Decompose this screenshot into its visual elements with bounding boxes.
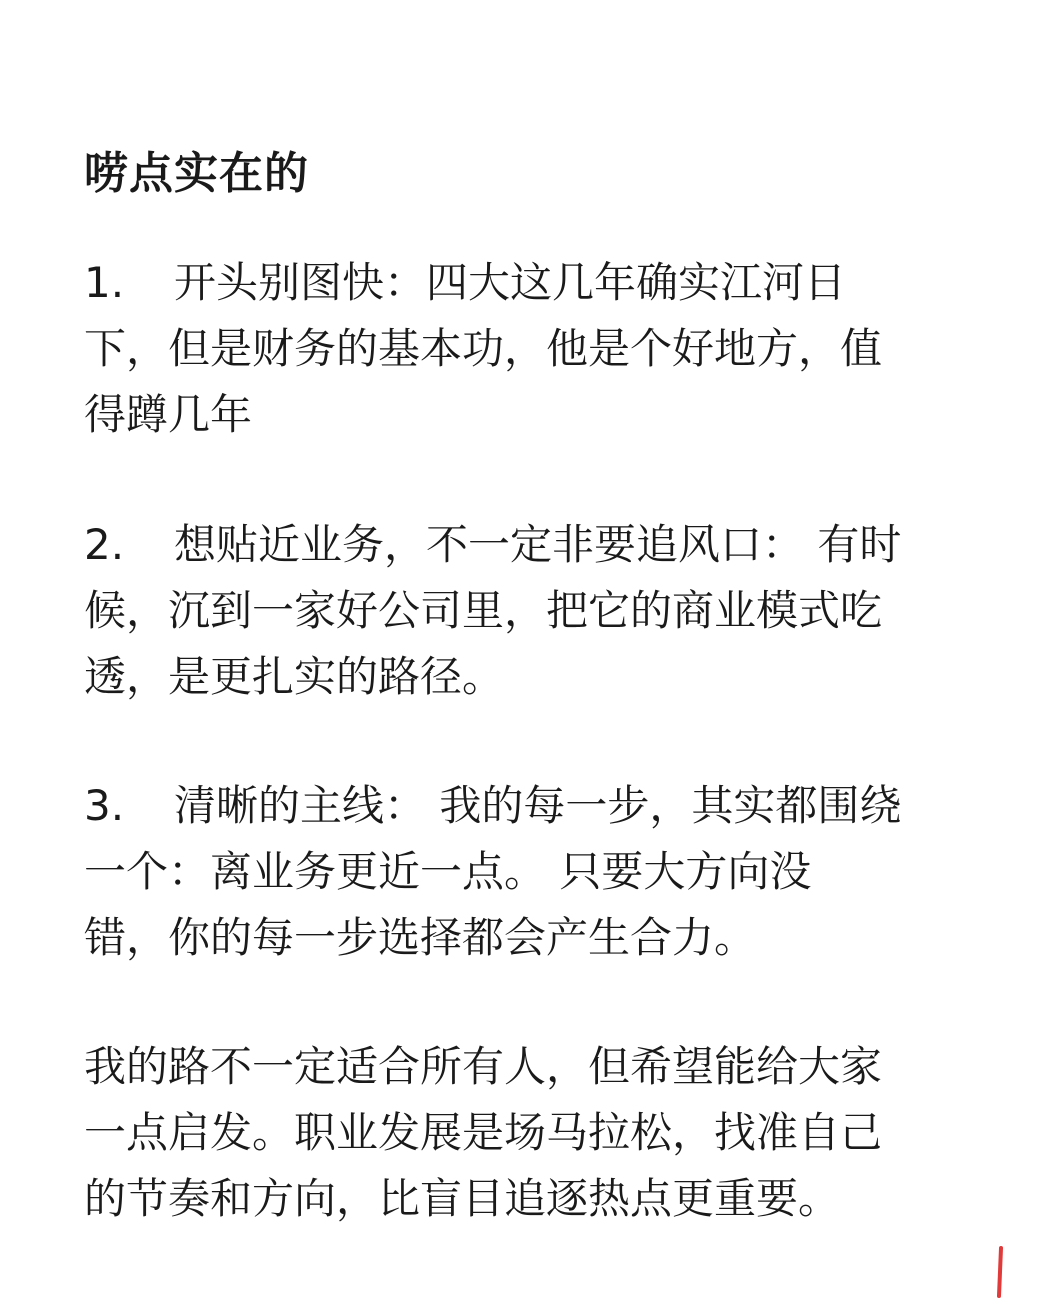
list-item <box>84 773 996 971</box>
list-item-line: 下，但是财务的基本功，他是个好地方，值 <box>84 324 883 373</box>
list-item-number: 2. <box>84 520 125 569</box>
list-item <box>84 250 996 448</box>
list-item-line: 透，是更扎实的路径。 <box>84 652 505 701</box>
list-item-line: 候，沉到一家好公司里，把它的商业模式吃 <box>84 586 883 635</box>
list-item-number: 1. <box>84 258 125 307</box>
list-item-line: 一个：离业务更近一点。 只要大方向没 <box>84 847 812 896</box>
list-item-line <box>84 773 996 839</box>
list-item <box>84 512 996 710</box>
list-item-text: 想贴近业务，不一定非要追风口： 有时 <box>174 520 902 569</box>
list-item-line: 得蹲几年 <box>84 390 253 439</box>
list-item-text: 清晰的主线： 我的每一步，其实都围绕 <box>174 781 902 830</box>
list-item-line <box>84 250 996 316</box>
list-item-line: 错，你的每一步选择都会产生合力。 <box>84 913 757 962</box>
list-item-number: 3. <box>84 781 125 830</box>
section-title: 唠点实在的 <box>84 148 309 199</box>
list-item-line <box>84 512 996 578</box>
scroll-indicator <box>996 1245 1004 1299</box>
closing-paragraph <box>84 1034 996 1232</box>
paragraph-line: 一点启发。职业发展是场马拉松，找准自己 <box>84 1108 883 1157</box>
paragraph-line: 的节奏和方向，比盲目追逐热点更重要。 <box>84 1174 841 1223</box>
paragraph-line: 我的路不一定适合所有人，但希望能给大家 <box>84 1042 883 1091</box>
list-item-text: 开头别图快：四大这几年确实江河日 <box>174 258 847 307</box>
